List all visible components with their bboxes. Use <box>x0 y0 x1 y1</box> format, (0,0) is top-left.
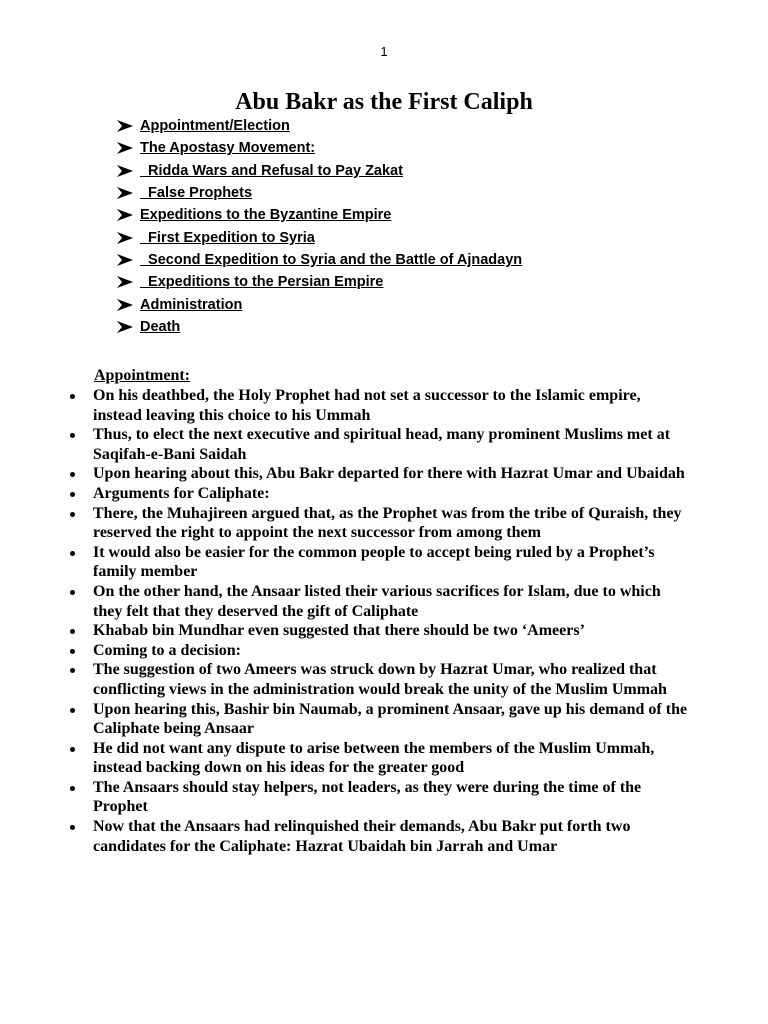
bullet-text: Upon hearing this, Bashir bin Naumab, a prominent Ansaar, gave up his demand of the Caliphate being Ansaar <box>93 700 688 738</box>
arrow-bullet-icon <box>116 119 134 133</box>
table-of-contents <box>116 115 522 338</box>
toc-link[interactable]: Second Expedition to Syria and the Battle of Ajnadayn <box>140 251 523 268</box>
bullet-item <box>70 621 690 641</box>
bullet-text: On his deathbed, the Holy Prophet had not set a successor to the Islamic empire, instead leaving this choice to his Ummah <box>93 387 641 424</box>
bullet-text: The suggestion of two Ameers was struck down by Hazrat Umar, who realized that conflicting views in the administration would break the unity of the Muslim Ummah <box>93 661 667 698</box>
bullet-dot-icon <box>70 668 75 673</box>
bullet-text: Coming to a decision: <box>93 641 241 659</box>
bullet-text: He did not want any dispute to arise between the members of the Muslim Ummah, instead backing down on his ideas for the greater good <box>93 739 655 777</box>
bullet-item <box>70 641 690 661</box>
toc-link[interactable]: Expeditions to the Persian Empire <box>140 274 384 291</box>
toc-item[interactable] <box>116 182 522 204</box>
page-title: Abu Bakr as the First Caliph <box>235 89 533 115</box>
toc-item[interactable] <box>116 316 522 338</box>
bullet-text: On the other hand, the Ansaar listed their various sacrifices for Islam, due to which they felt that they deserved the gift of Caliphate <box>93 582 661 620</box>
toc-link[interactable]: The Apostasy Movement: <box>140 140 316 157</box>
bullet-text: Thus, to elect the next executive and spiritual head, many prominent Muslims met at Saqifah-e-Bani Saidah <box>93 426 671 463</box>
toc-item[interactable] <box>116 204 522 226</box>
toc-link[interactable]: First Expedition to Syria <box>140 229 315 246</box>
bullet-item <box>70 817 690 856</box>
bullet-dot-icon <box>70 512 75 517</box>
arrow-bullet-icon <box>116 275 134 289</box>
page-number: 1 <box>380 44 388 59</box>
bullet-text: Khabab bin Mundhar even suggested that there should be two ‘Ameers’ <box>93 622 585 640</box>
bullet-dot-icon <box>70 394 75 399</box>
bullet-item <box>70 543 690 582</box>
toc-item[interactable] <box>116 137 522 159</box>
bullet-item <box>70 484 690 504</box>
arrow-bullet-icon <box>116 231 134 245</box>
bullet-dot-icon <box>70 590 75 595</box>
bullet-dot-icon <box>70 551 75 556</box>
bullet-item <box>70 660 690 699</box>
bullet-item <box>70 778 690 817</box>
bullet-text: There, the Muhajireen argued that, as the Prophet was from the tribe of Quraish, they reserved the right to appoint the next successor from among them <box>93 504 682 542</box>
toc-link[interactable]: Expeditions to the Byzantine Empire <box>140 207 392 224</box>
bullet-item <box>70 464 690 484</box>
bullet-list <box>70 386 690 856</box>
arrow-bullet-icon <box>116 298 134 312</box>
bullet-item <box>70 425 690 464</box>
section-heading: Appointment: <box>94 367 191 384</box>
arrow-bullet-icon <box>116 141 134 155</box>
arrow-bullet-icon <box>116 208 134 222</box>
bullet-dot-icon <box>70 492 75 497</box>
toc-item[interactable] <box>116 293 522 315</box>
arrow-bullet-icon <box>116 253 134 267</box>
bullet-dot-icon <box>70 472 75 477</box>
toc-link[interactable]: Ridda Wars and Refusal to Pay Zakat <box>140 162 403 179</box>
bullet-dot-icon <box>70 786 75 791</box>
bullet-item <box>70 700 690 739</box>
bullet-text: Upon hearing about this, Abu Bakr departed for there with Hazrat Umar and Ubaidah <box>93 465 685 483</box>
toc-link[interactable]: Administration <box>140 296 243 313</box>
arrow-bullet-icon <box>116 186 134 200</box>
arrow-bullet-icon <box>116 164 134 178</box>
toc-link[interactable]: Appointment/Election <box>140 118 290 135</box>
bullet-text: It would also be easier for the common people to accept being ruled by a Prophet’s family member <box>93 543 655 581</box>
bullet-dot-icon <box>70 708 75 713</box>
toc-link[interactable]: False Prophets <box>140 185 253 202</box>
toc-item[interactable] <box>116 115 522 137</box>
bullet-dot-icon <box>70 825 75 830</box>
toc-link[interactable]: Death <box>140 318 181 335</box>
bullet-item <box>70 582 690 621</box>
toc-item[interactable] <box>116 249 522 271</box>
bullet-text: Now that the Ansaars had relinquished their demands, Abu Bakr put forth two candidates for the Caliphate: Hazrat Ubaidah bin Jarrah and Umar <box>93 818 631 855</box>
toc-item[interactable] <box>116 271 522 293</box>
bullet-item <box>70 386 690 425</box>
bullet-item <box>70 504 690 543</box>
bullet-dot-icon <box>70 649 75 654</box>
arrow-bullet-icon <box>116 320 134 334</box>
toc-item[interactable] <box>116 226 522 248</box>
bullet-dot-icon <box>70 433 75 438</box>
bullet-text: The Ansaars should stay helpers, not leaders, as they were during the time of the Prophet <box>93 778 642 816</box>
bullet-dot-icon <box>70 629 75 634</box>
bullet-item <box>70 739 690 778</box>
toc-item[interactable] <box>116 160 522 182</box>
bullet-text: Arguments for Caliphate: <box>93 484 270 502</box>
bullet-dot-icon <box>70 747 75 752</box>
